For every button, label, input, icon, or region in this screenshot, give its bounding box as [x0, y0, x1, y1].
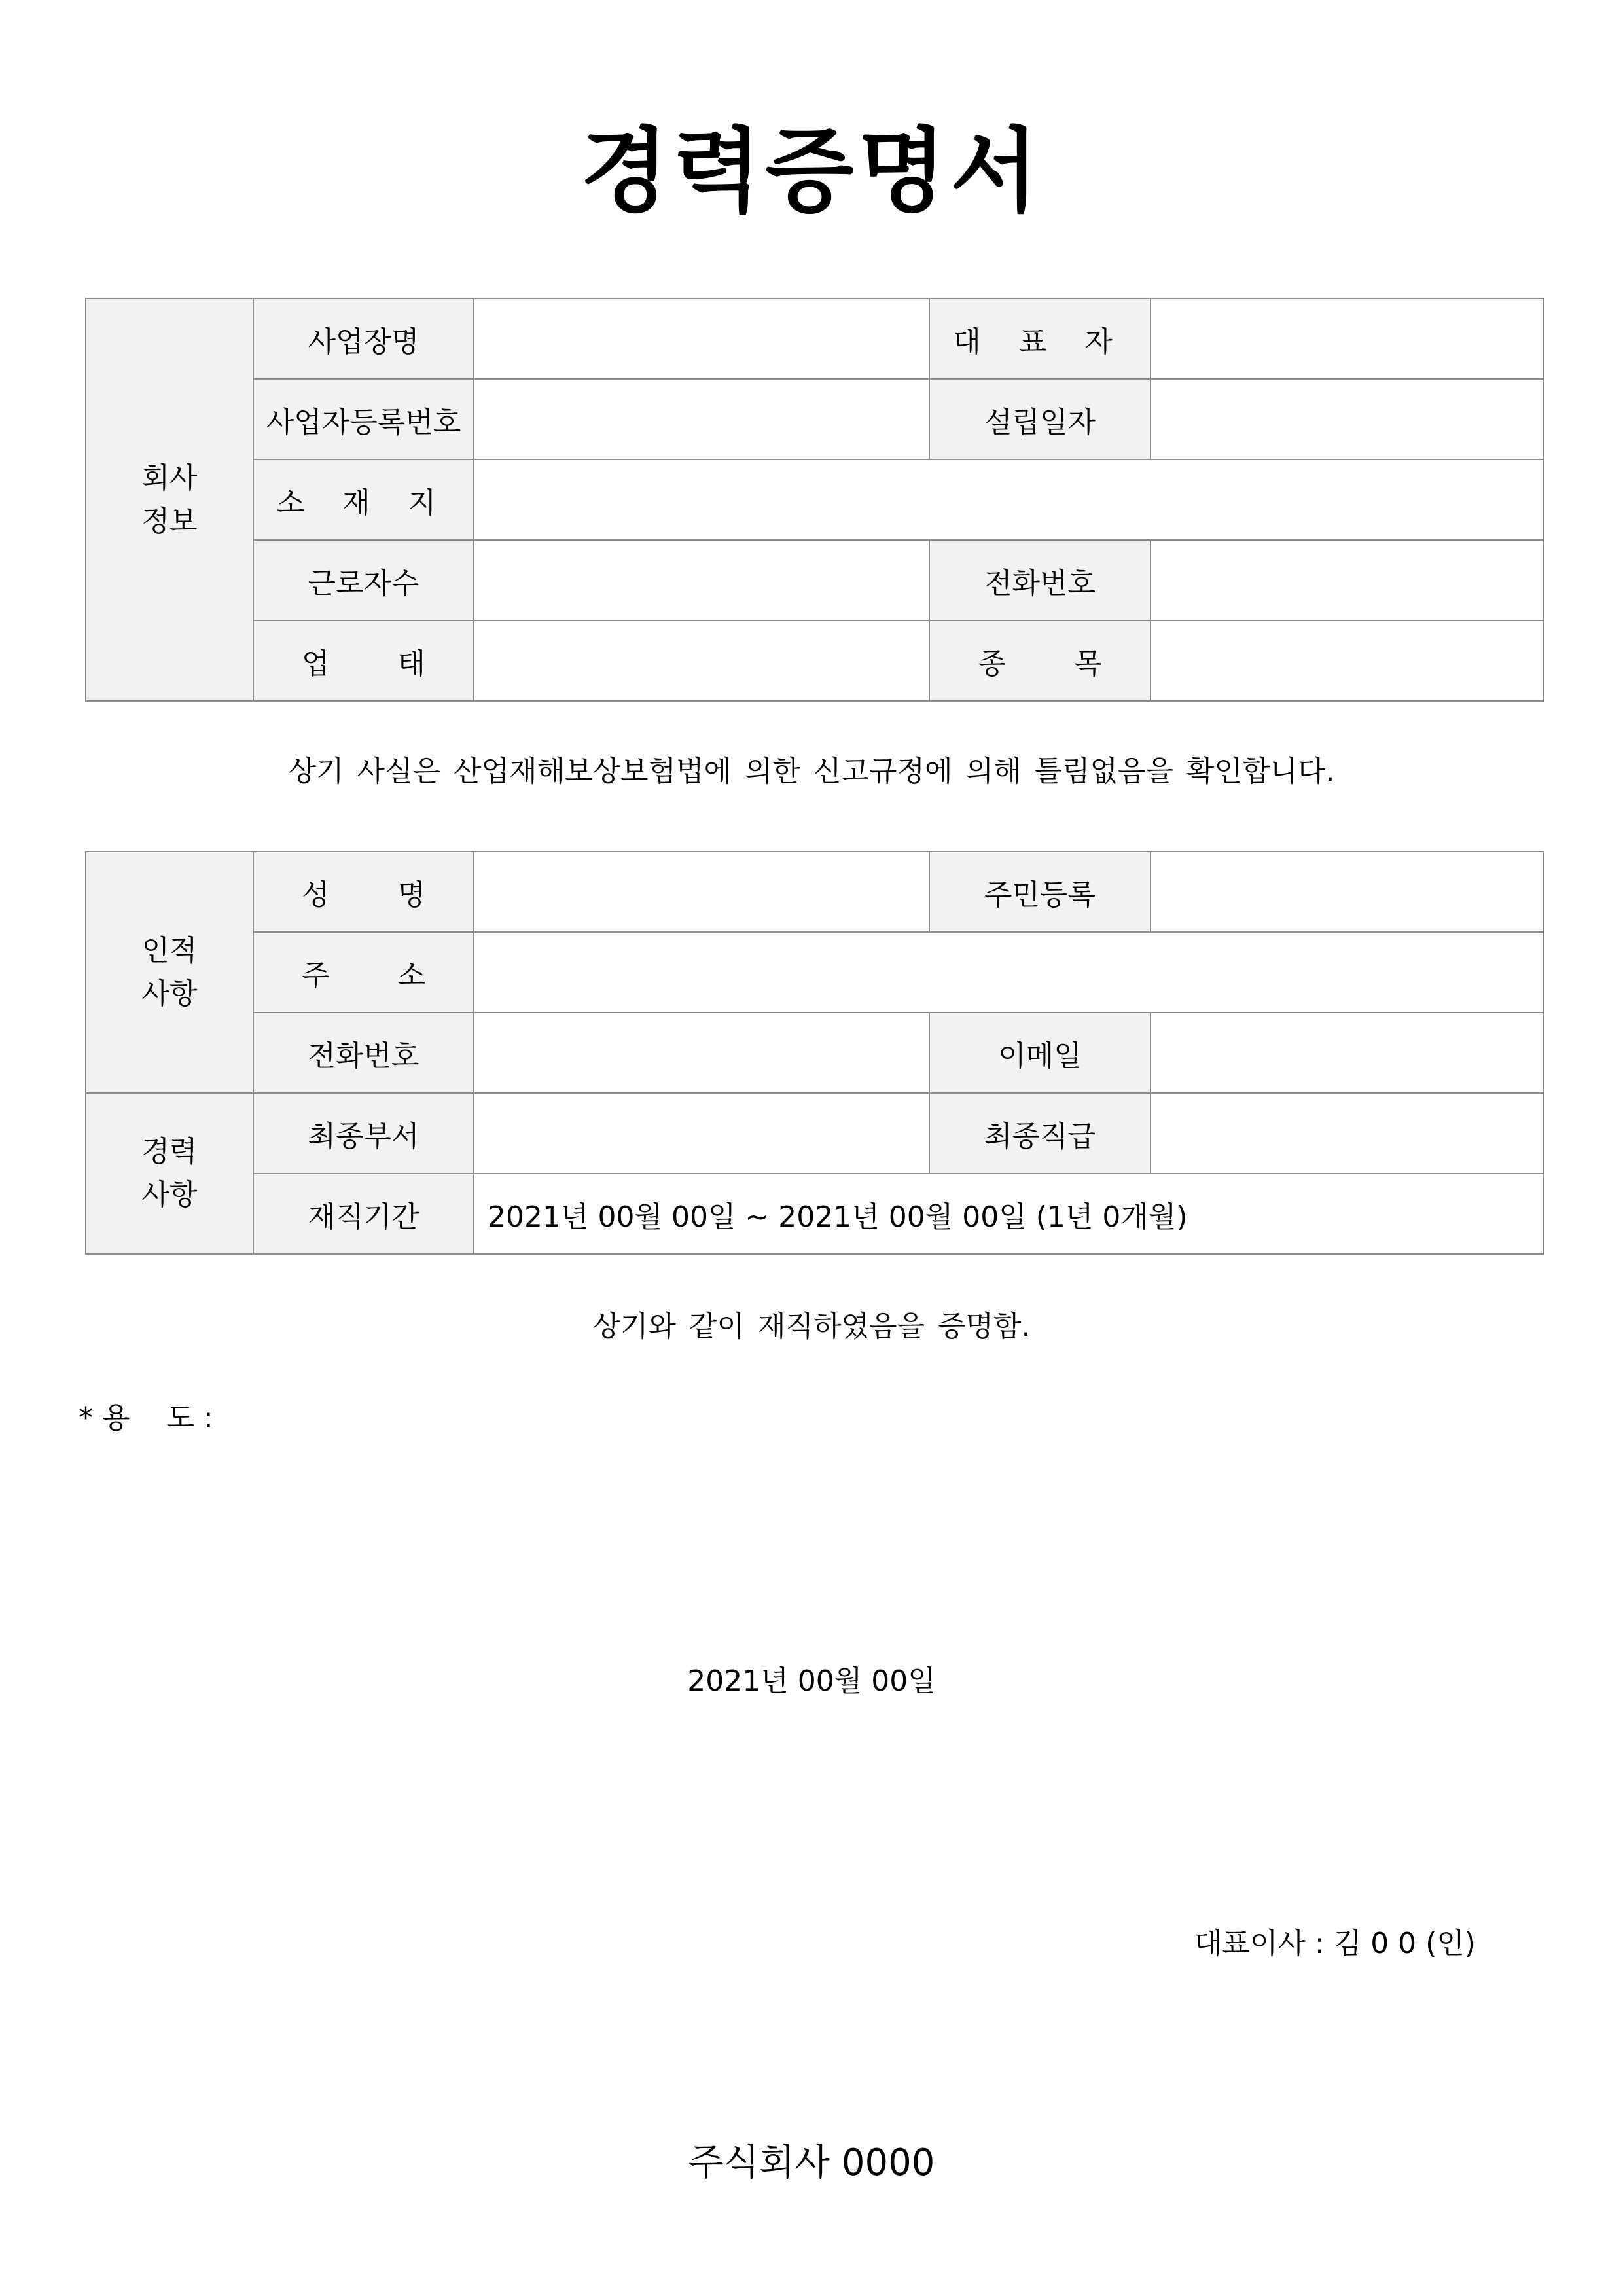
company-info-section-label: 회사 정보 — [86, 298, 253, 701]
resident-reg-label: 주민등록 — [929, 852, 1150, 932]
company-address-field[interactable] — [474, 459, 1544, 540]
name-label: 성 명 — [253, 852, 474, 932]
last-department-label: 최종부서 — [253, 1093, 474, 1174]
personal-phone-field[interactable] — [474, 1013, 929, 1093]
personal-phone-label: 전화번호 — [253, 1013, 474, 1093]
business-name-field[interactable] — [474, 298, 929, 379]
company-name: 주식회사 0000 — [688, 2142, 935, 2184]
employment-period-label: 재직기간 — [253, 1174, 474, 1254]
personal-address-label: 주 소 — [253, 932, 474, 1013]
employment-period-field[interactable]: 2021년 00월 00일 ~ 2021년 00월 00일 (1년 0개월) — [474, 1174, 1544, 1254]
founded-date-field[interactable] — [1150, 379, 1544, 459]
representative-field[interactable] — [1150, 298, 1544, 379]
email-field[interactable] — [1150, 1013, 1544, 1093]
reg-number-field[interactable] — [474, 379, 929, 459]
ceo-signature: 대표이사 : 김 0 0 (인) — [1194, 1927, 1476, 1960]
employees-label: 근로자수 — [253, 540, 474, 620]
business-type-field[interactable] — [474, 620, 929, 701]
last-position-field[interactable] — [1150, 1093, 1544, 1174]
representative-label: 대 표 자 — [929, 298, 1150, 379]
last-position-label: 최종직급 — [929, 1093, 1150, 1174]
purpose-label: * 용 도 : — [79, 1401, 213, 1435]
company-address-label: 소 재 지 — [253, 459, 474, 540]
resident-reg-field[interactable] — [1150, 852, 1544, 932]
personal-info-section-label: 인적 사항 — [86, 852, 253, 1093]
confirm-note: 상기 사실은 산업재해보상보험법에 의한 신고규정에 의해 틀림없음을 확인합니다. — [288, 755, 1335, 788]
personal-address-field[interactable] — [474, 932, 1544, 1013]
business-item-field[interactable] — [1150, 620, 1544, 701]
document-title: 경력증명서 — [580, 118, 1043, 225]
company-info-table — [85, 298, 1544, 702]
business-type-label: 업 태 — [253, 620, 474, 701]
personal-career-table — [85, 851, 1544, 1255]
last-department-field[interactable] — [474, 1093, 929, 1174]
career-info-section-label: 경력 사항 — [86, 1093, 253, 1254]
company-phone-label: 전화번호 — [929, 540, 1150, 620]
founded-date-label: 설립일자 — [929, 379, 1150, 459]
business-name-label: 사업장명 — [253, 298, 474, 379]
email-label: 이메일 — [929, 1013, 1150, 1093]
issue-date: 2021년 00월 00일 — [687, 1664, 936, 1698]
name-field[interactable] — [474, 852, 929, 932]
certify-note: 상기와 같이 재직하였음을 증명함. — [592, 1310, 1031, 1343]
reg-number-label: 사업자등록번호 — [253, 379, 474, 459]
business-item-label: 종 목 — [929, 620, 1150, 701]
employees-field[interactable] — [474, 540, 929, 620]
company-phone-field[interactable] — [1150, 540, 1544, 620]
